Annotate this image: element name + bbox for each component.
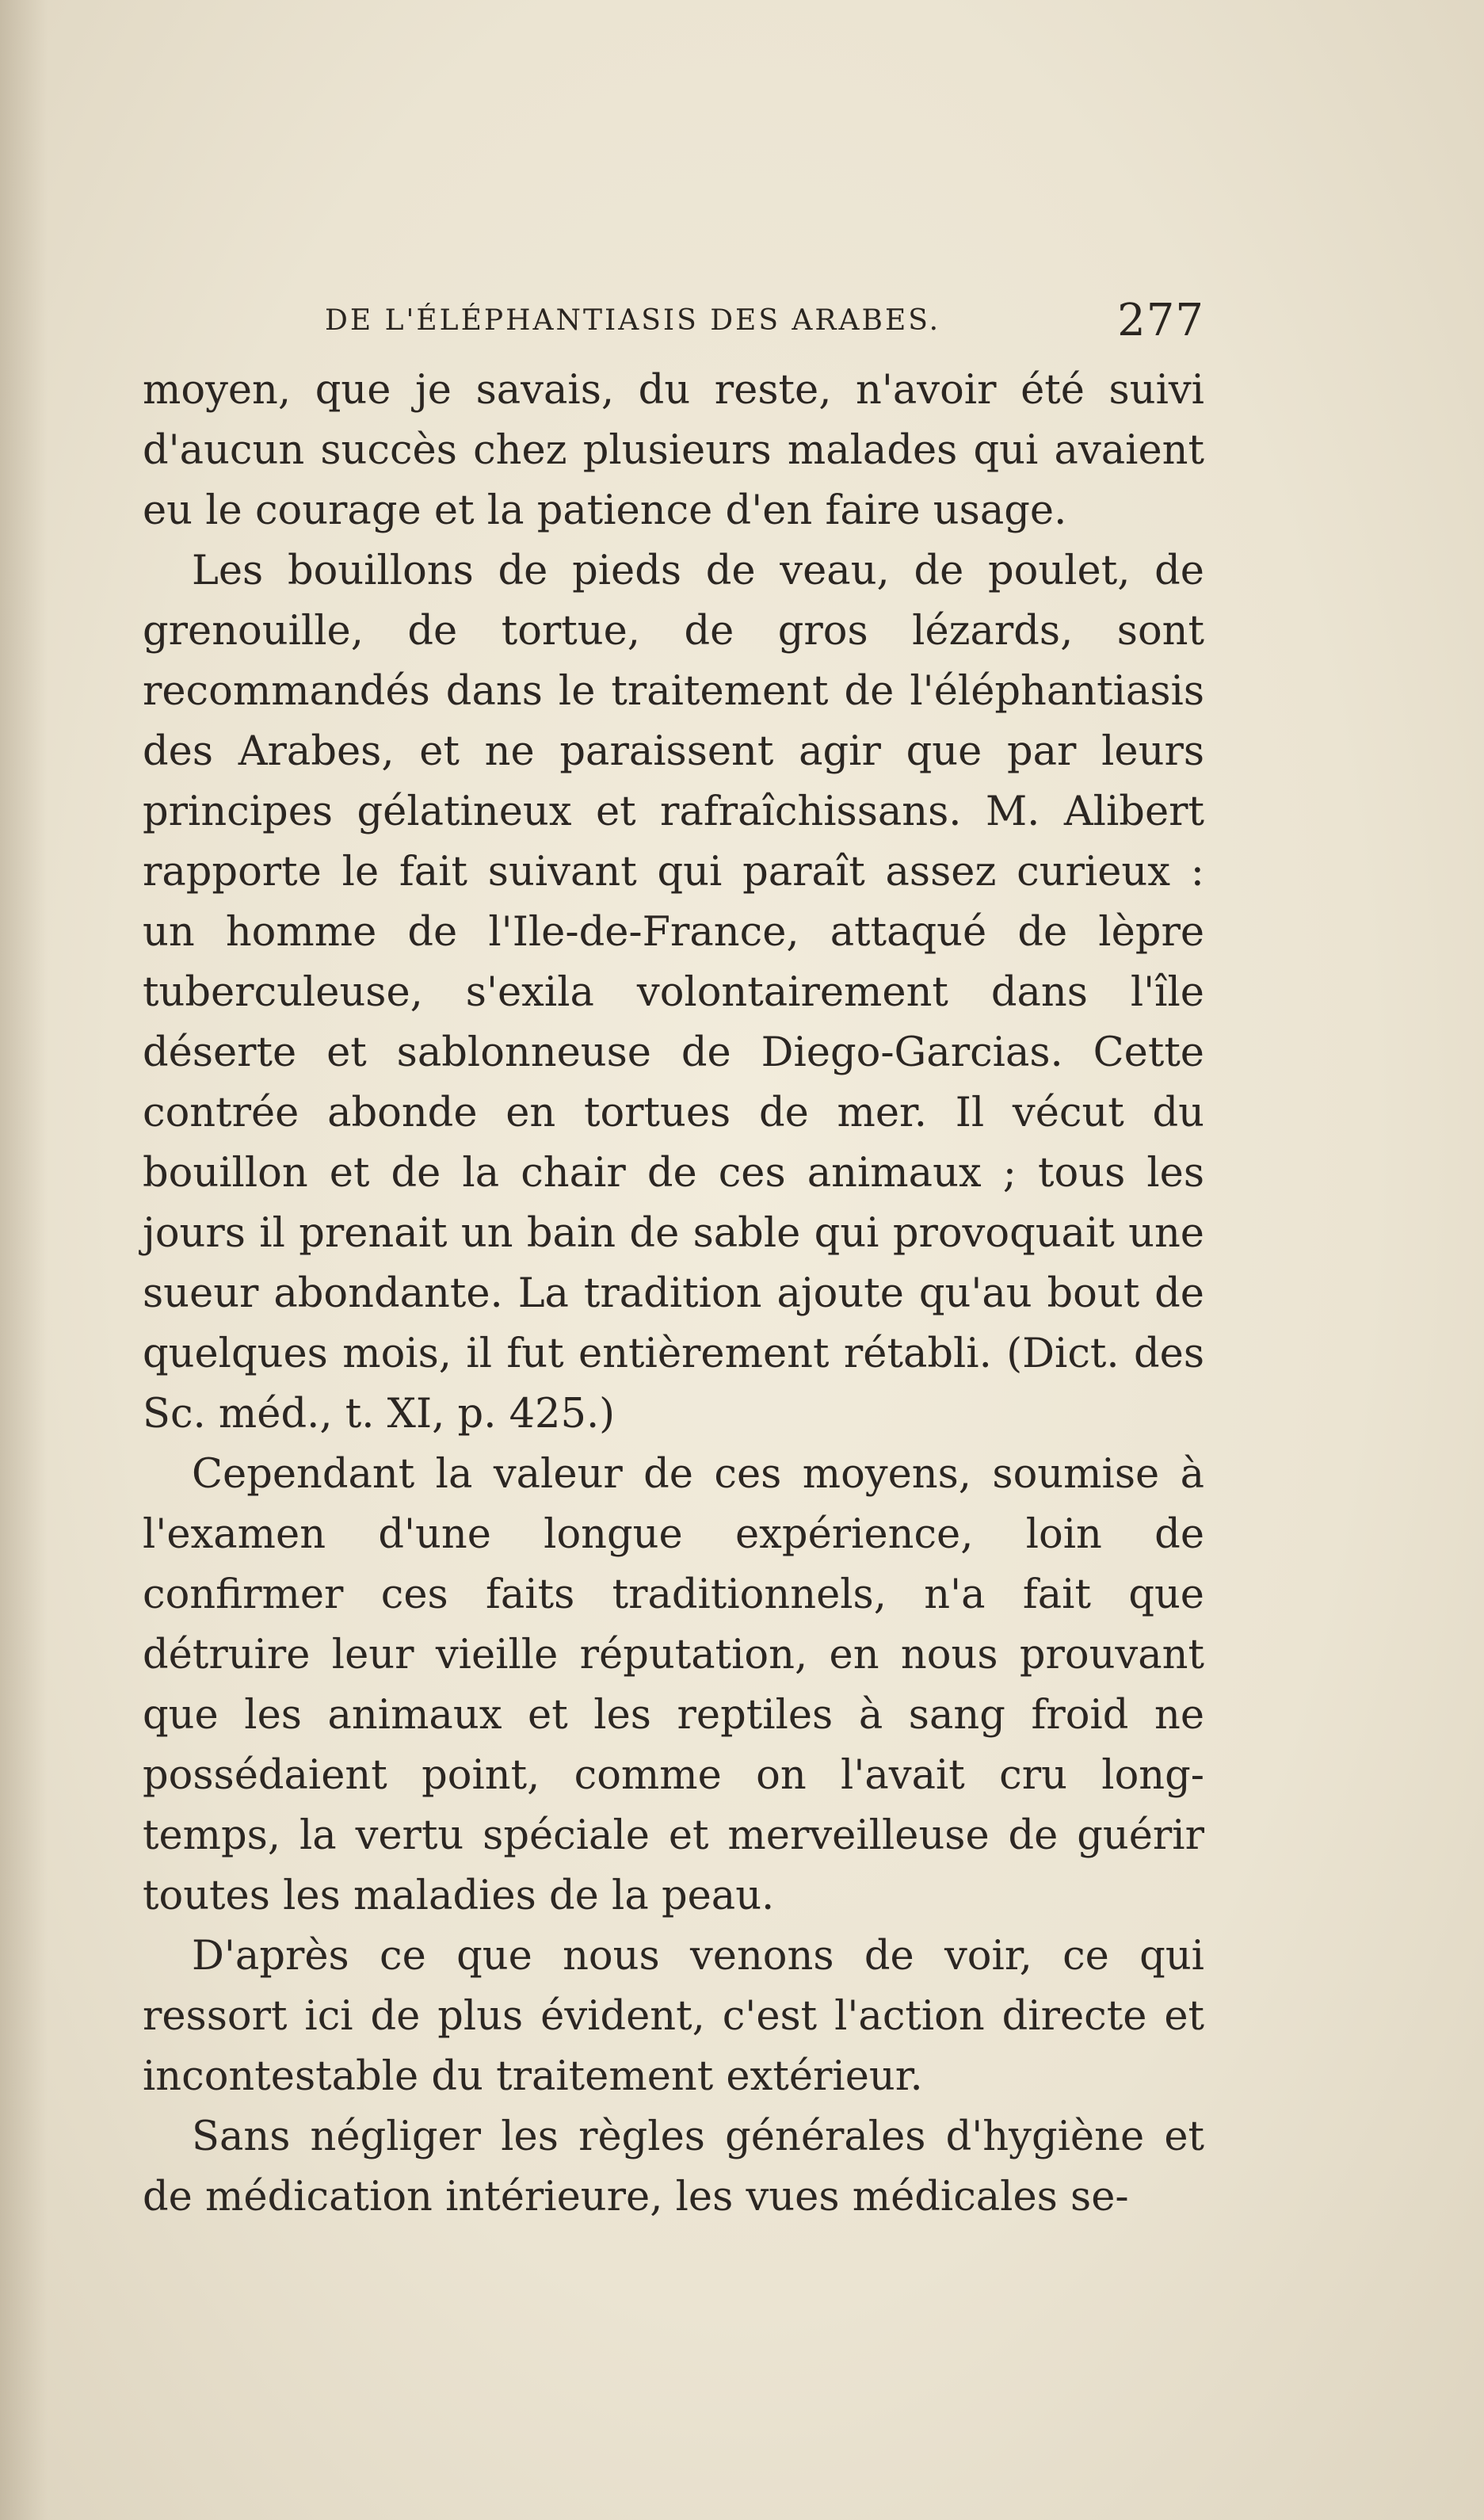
gutter-shadow (0, 0, 48, 2520)
paragraph-dapres: D'après ce que nous venons de voir, ce qui ressort ici de plus évident, c'est l'action directe et incontestable du traitement extérieur. (143, 1933, 1204, 2100)
paragraph-sans-negliger: Sans négliger les règles générales d'hygiène et de médication intérieure, les vues médicales se- (143, 2113, 1204, 2220)
body-text (143, 361, 1204, 2228)
paragraph-continuation: moyen, que je savais, du reste, n'avoir été suivi d'aucun succès chez plusieurs malades qui avaient eu le courage et la patience d'en faire usage. (143, 367, 1204, 534)
paragraph-bouillons: Les bouillons de pieds de veau, de poulet, de grenouille, de tortue, de gros lézards, sont recommandés dans le traitement de l'éléphantiasis des Arabes, et ne paraissent agir que par leurs principes gélatineux et rafraîchissans. M. Alibert rapporte le fait suivant qui paraît assez curieux : un homme de l'Ile-de-France, attaqué de lèpre tuberculeuse, s'exila volontairement dans l'île déserte et sablonneuse de Diego-Garcias. Cette contrée abonde en tortues de mer. Il vécut du bouillon et de la chair de ces animaux ; tous les jours il prenait un bain de sable qui provoquait une sueur abondante. La tradition ajoute qu'au bout de quelques mois, il fut entièrement rétabli. (Dict. des Sc. méd., t. XI, p. 425.) (143, 548, 1204, 1438)
paragraph-cependant: Cependant la valeur de ces moyens, soumise à l'examen d'une longue expérience, loin de confirmer ces faits traditionnels, n'a fait que détruire leur vieille réputation, en nous prouvant que les animaux et les reptiles à sang froid ne possédaient point, comme on l'avait cru long-temps, la vertu spéciale et merveilleuse de guérir toutes les maladies de la peau. (143, 1451, 1204, 1919)
running-head-title: DE L'ÉLÉPHANTIASIS DES ARABES. (325, 304, 941, 337)
running-head (325, 295, 1204, 358)
page-number: 277 (1117, 295, 1204, 346)
